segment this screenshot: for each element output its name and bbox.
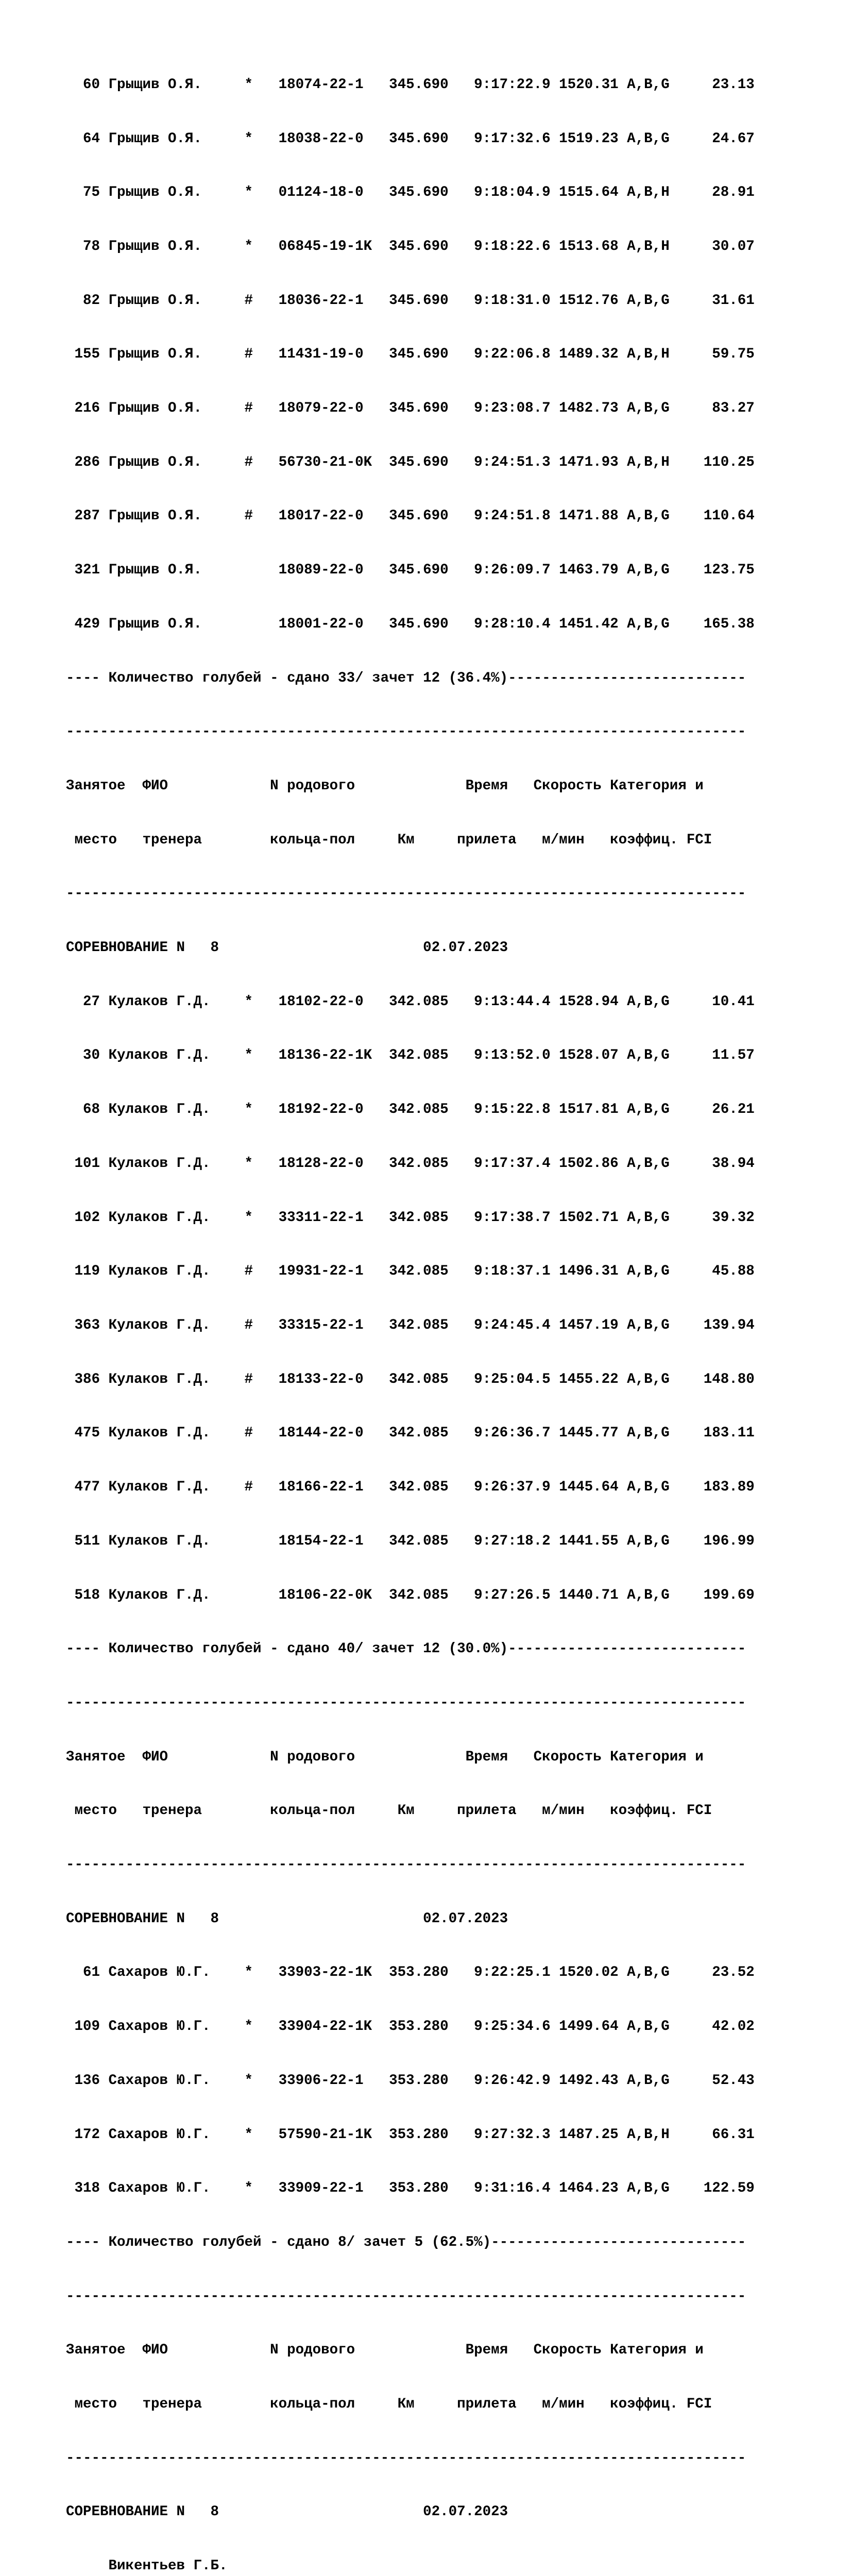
result-row: 475 Кулаков Г.Д. # 18144-22-0 342.085 9:26:36.7 1445.77 A,B,G 183.11 xyxy=(66,1425,755,1442)
result-row: 78 Грыщив О.Я. * 06845-19-1K 345.690 9:18:22.6 1513.68 A,B,H 30.07 xyxy=(66,238,755,255)
result-row: 60 Грыщив О.Я. * 18074-22-1 345.690 9:17:22.9 1520.31 A,B,G 23.13 xyxy=(66,76,755,93)
result-row: 216 Грыщив О.Я. # 18079-22-0 345.690 9:23:08.7 1482.73 A,B,G 83.27 xyxy=(66,400,755,417)
column-header-line-1: Занятое ФИО N родового Время Скорость Категория и xyxy=(66,777,704,794)
divider-line: -------------------------------------------------------------------------------- xyxy=(66,1694,746,1711)
result-row: 318 Сахаров Ю.Г. * 33909-22-1 353.280 9:31:16.4 1464.23 A,B,G 122.59 xyxy=(66,2180,755,2197)
result-row: 429 Грыщив О.Я. 18001-22-0 345.690 9:28:10.4 1451.42 A,B,G 165.38 xyxy=(66,616,755,632)
competition-header: СОРЕВНОВАНИЕ N 8 02.07.2023 xyxy=(66,2504,508,2520)
result-row: 102 Кулаков Г.Д. * 33311-22-1 342.085 9:17:38.7 1502.71 A,B,G 39.32 xyxy=(66,1209,755,1226)
result-row: 386 Кулаков Г.Д. # 18133-22-0 342.085 9:25:04.5 1455.22 A,B,G 148.80 xyxy=(66,1371,755,1387)
column-header-line-2: место тренера кольца-пол Км прилета м/мин коэффиц. FCI xyxy=(66,1803,712,1819)
competition-header: СОРЕВНОВАНИЕ N 8 02.07.2023 xyxy=(66,940,508,956)
result-row: 287 Грыщив О.Я. # 18017-22-0 345.690 9:24:51.8 1471.88 A,B,G 110.64 xyxy=(66,508,755,524)
result-row: 155 Грыщив О.Я. # 11431-19-0 345.690 9:22:06.8 1489.32 A,B,H 59.75 xyxy=(66,346,755,363)
result-row: 75 Грыщив О.Я. * 01124-18-0 345.690 9:18:04.9 1515.64 A,B,H 28.91 xyxy=(66,184,755,201)
result-row: 172 Сахаров Ю.Г. * 57590-21-1K 353.280 9:27:32.3 1487.25 A,B,H 66.31 xyxy=(66,2126,755,2143)
column-header-line-2: место тренера кольца-пол Км прилета м/мин коэффиц. FCI xyxy=(66,832,712,848)
result-row: 136 Сахаров Ю.Г. * 33906-22-1 353.280 9:26:42.9 1492.43 A,B,G 52.43 xyxy=(66,2072,755,2089)
divider-line: -------------------------------------------------------------------------------- xyxy=(66,2288,746,2304)
participant-name-line: Викентьев Г.Б. xyxy=(66,2558,228,2574)
summary-line: ---- Количество голубей - сдано 33/ зачет 12 (36.4%)---------------------------- xyxy=(66,670,746,686)
result-row: 82 Грыщив О.Я. # 18036-22-1 345.690 9:18:31.0 1512.76 A,B,G 31.61 xyxy=(66,292,755,309)
divider-line: -------------------------------------------------------------------------------- xyxy=(66,886,746,902)
divider-line: -------------------------------------------------------------------------------- xyxy=(66,724,746,740)
results-document xyxy=(66,40,755,2576)
result-row: 109 Сахаров Ю.Г. * 33904-22-1K 353.280 9:25:34.6 1499.64 A,B,G 42.02 xyxy=(66,2019,755,2035)
result-row: 477 Кулаков Г.Д. # 18166-22-1 342.085 9:26:37.9 1445.64 A,B,G 183.89 xyxy=(66,1479,755,1496)
column-header-line-1: Занятое ФИО N родового Время Скорость Категория и xyxy=(66,1749,704,1765)
result-row: 321 Грыщив О.Я. 18089-22-0 345.690 9:26:09.7 1463.79 A,B,G 123.75 xyxy=(66,562,755,579)
result-row: 518 Кулаков Г.Д. 18106-22-0K 342.085 9:27:26.5 1440.71 A,B,G 199.69 xyxy=(66,1587,755,1603)
result-row: 27 Кулаков Г.Д. * 18102-22-0 342.085 9:13:44.4 1528.94 A,B,G 10.41 xyxy=(66,993,755,1010)
result-row: 68 Кулаков Г.Д. * 18192-22-0 342.085 9:15:22.8 1517.81 A,B,G 26.21 xyxy=(66,1101,755,1118)
competition-header: СОРЕВНОВАНИЕ N 8 02.07.2023 xyxy=(66,1910,508,1927)
column-header-line-2: место тренера кольца-пол Км прилета м/мин коэффиц. FCI xyxy=(66,2396,712,2413)
result-row: 64 Грыщив О.Я. * 18038-22-0 345.690 9:17:32.6 1519.23 A,B,G 24.67 xyxy=(66,130,755,147)
result-row: 286 Грыщив О.Я. # 56730-21-0K 345.690 9:24:51.3 1471.93 A,B,H 110.25 xyxy=(66,454,755,470)
result-row: 363 Кулаков Г.Д. # 33315-22-1 342.085 9:24:45.4 1457.19 A,B,G 139.94 xyxy=(66,1317,755,1333)
divider-line: -------------------------------------------------------------------------------- xyxy=(66,1857,746,1873)
result-row: 119 Кулаков Г.Д. # 19931-22-1 342.085 9:18:37.1 1496.31 A,B,G 45.88 xyxy=(66,1263,755,1280)
result-row: 30 Кулаков Г.Д. * 18136-22-1K 342.085 9:13:52.0 1528.07 A,B,G 11.57 xyxy=(66,1047,755,1064)
divider-line: -------------------------------------------------------------------------------- xyxy=(66,2450,746,2466)
summary-line: ---- Количество голубей - сдано 8/ зачет 5 (62.5%)------------------------------ xyxy=(66,2234,746,2250)
result-row: 61 Сахаров Ю.Г. * 33903-22-1K 353.280 9:22:25.1 1520.02 A,B,G 23.52 xyxy=(66,1964,755,1981)
result-row: 511 Кулаков Г.Д. 18154-22-1 342.085 9:27:18.2 1441.55 A,B,G 196.99 xyxy=(66,1533,755,1549)
result-row: 101 Кулаков Г.Д. * 18128-22-0 342.085 9:17:37.4 1502.86 A,B,G 38.94 xyxy=(66,1155,755,1172)
summary-line: ---- Количество голубей - сдано 40/ зачет 12 (30.0%)---------------------------- xyxy=(66,1641,746,1657)
column-header-line-1: Занятое ФИО N родового Время Скорость Категория и xyxy=(66,2342,704,2359)
